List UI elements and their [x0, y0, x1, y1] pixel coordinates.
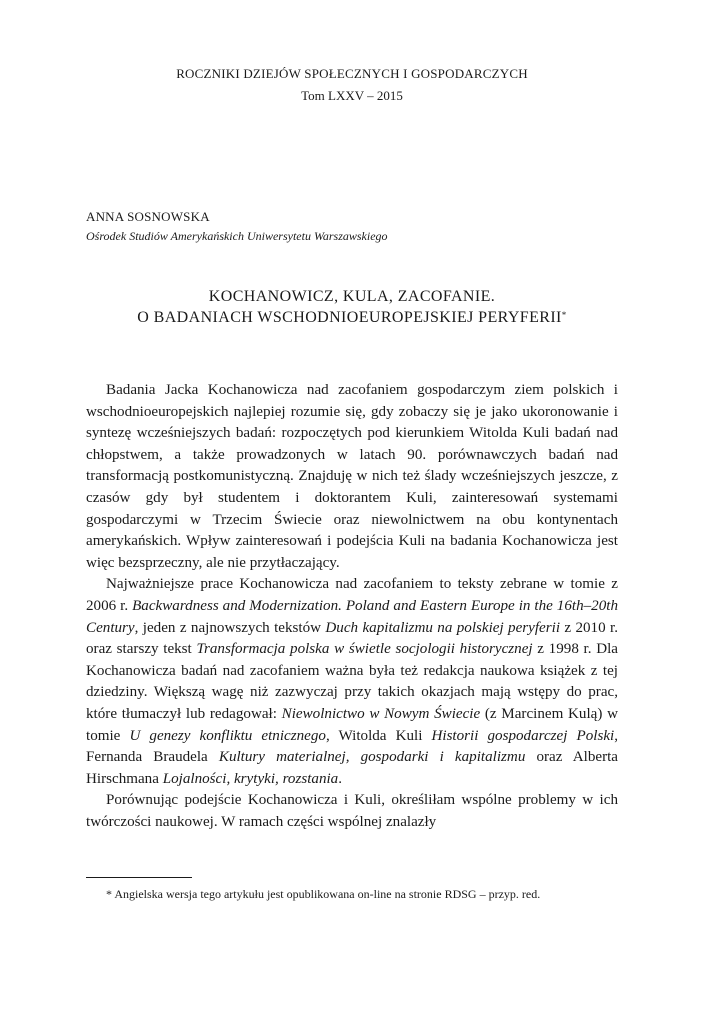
volume-info: Tom LXXV – 2015: [301, 88, 403, 103]
footnote: [86, 885, 618, 903]
title-footnote-mark: *: [561, 310, 567, 320]
paragraph-2: [86, 574, 618, 790]
book-title: Duch kapitalizmu na polskiej peryferii: [325, 619, 561, 636]
paragraph-2-text: .: [338, 770, 343, 787]
paragraph-2-text: z 1998 r. Dla Kochanowicza badań nad zacofaniem ważna była też redakcja naukowa książek z tej dziedziny. Większą wagę niż zazwyczaj przy takich okazjach mają wstępy do prac, które tłumaczył lub redagował:: [86, 641, 618, 722]
title-line-1: KOCHANOWICZ, KULA, ZACOFANIE.: [208, 288, 496, 305]
book-title: Niewolnictwo w Nowym Świecie: [281, 705, 481, 722]
book-title: Lojalności, krytyki, rozstania: [162, 770, 339, 787]
author-affiliation: Ośrodek Studiów Amerykańskich Uniwersytetu Warszawskiego: [86, 229, 388, 243]
author-name: ANNA SOSNOWSKA: [86, 209, 210, 224]
book-title: U genezy konfliktu etnicznego: [129, 727, 326, 744]
footnote-text: * Angielska wersja tego artykułu jest opublikowana on-line na stronie RDSG – przyp. red.: [106, 887, 541, 901]
paragraph-3: Porównując podejście Kochanowicza i Kuli, określiłam wspólne problemy w ich twórczości naukowej. W ramach części wspólnej znalazły: [86, 792, 618, 830]
paragraph-2-text: Najważniejsze prace Kochanowicza nad zacofaniem to teksty zebrane w tomie z 2006 r.: [86, 576, 618, 614]
book-title: Backwardness and Modernization. Poland and Eastern Europe in the 16th–20th Century: [86, 597, 619, 636]
book-title: Kultury materialnej, gospodarki i kapitalizmu: [218, 749, 526, 766]
paragraph-2-text: oraz Alberta Hirschmana: [86, 749, 618, 787]
paragraph-2-text: , Fernanda Braudela: [86, 727, 618, 766]
paragraph-2-text: (z Marcinem Kulą) w tomie: [86, 705, 618, 744]
book-title: Transformacja polska w świetle socjologii historycznej: [196, 641, 533, 658]
journal-title: ROCZNIKI DZIEJÓW SPOŁECZNYCH I GOSPODARCZYCH: [176, 66, 528, 81]
title-line-2: [86, 307, 618, 328]
paragraph-2-text: z 2010 r. oraz starszy tekst: [86, 619, 618, 658]
paragraph-2-text: , jeden z najnowszych tekstów: [134, 619, 326, 636]
title-line-2-text: O BADANIACH WSCHODNIOEUROPEJSKIEJ PERYFERII: [137, 309, 562, 326]
paragraph-2-text: , Witolda Kuli: [325, 727, 432, 744]
article-body: [86, 380, 618, 833]
paragraph-1: Badania Jacka Kochanowicza nad zacofaniem gospodarczym ziem polskich i wschodnioeuropejskich najlepiej rozumie się, gdy zobaczy się je jako ukoronowanie i syntezę wcześniejszych badań: rozpoczętych pod kierunkiem Witolda Kuli badań nad chłopstwem, a także prowadzonych w latach 90. porównawczych badań nad transformacją postkomunistyczną. Znajduję w nich też ślady wcześniejszych jeszcze, z czasów gdy był studentem i doktorantem Kuli, zainteresowań systemami gospodarczymi w Trzecim Świecie oraz niewolnictwem na obu kontynentach amerykańskich. Wpływ zainteresowań i podejścia Kuli na badania Kochanowicza jest więc bezsprzeczny, ale nie przytłaczający.: [86, 382, 618, 571]
book-title: Historii gospodarczej Polski: [431, 727, 615, 744]
article-title: [86, 286, 618, 328]
footnote-divider: [86, 877, 192, 878]
